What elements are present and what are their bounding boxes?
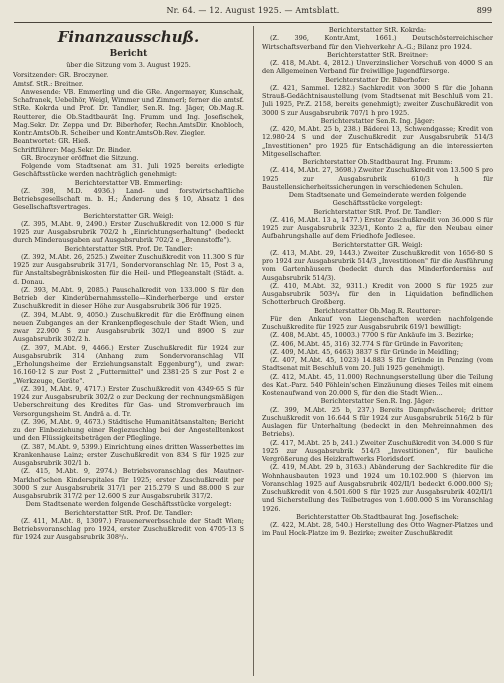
paragraph: (Z. 392, M.Abt. 26, 2525.) Zweiter Zuschußkredit von 11.300 S für 1925 zur Ausgabsrubrik 317/1, Sondervoranschlag Nr. 15, Post 3 a, für Anstaltsbegräbniskosten für die Heil- und Pflegeanstalt (Städt. a. d. Donau. xyxy=(13,252,244,286)
paragraph: Beantwortet: GR. Hieß. xyxy=(13,137,91,146)
rapporteur-heading: Berichterstatter Ob.Stadtbaurat Ing. Frumm: xyxy=(302,158,453,166)
section-note: Dem Stadtsenate werden folgende Geschäftsstücke vorgelegt: xyxy=(25,500,232,509)
rapporteur-heading: Berichterstatter Ob.Stadtbaurat Ing. Josefischek: xyxy=(296,512,459,521)
paragraph: Für den Ankauf von Liegenschaften werden nachfolgende Zuschußkredite für 1925 zur Ausgabsrubrik 619/1 bewilligt: xyxy=(262,314,493,331)
page-number: 899 xyxy=(476,6,492,15)
paragraph: (Z. 417, M.Abt. 25 b, 241.) Zweiter Zuschußkredit von 34.000 S für 1925 zur Ausgabsrubrik 514/3 „Investitionen", für bauliche Vergrößerung des Heizkraftwerks Floridsdorf. xyxy=(262,438,493,463)
page-header xyxy=(14,4,492,23)
paragraph: (Z. 418, M.Abt. 4, 2812.) Unverzinslicher Vorschuß von 4000 S an den Allgemeinen Verband für freiwillige Jugendfürsorge. xyxy=(262,59,493,76)
header-center: Nr. 64. — 12. August 1925. — Amtsblatt. xyxy=(166,6,340,15)
section-note: Dem Stadtsenate und Gemeinderate werden folgende Geschäftsstücke vorgelegt: xyxy=(288,191,467,208)
paragraph: (Z. 412, M.Abt. 45, 11.000) Rechnungserstellung über die Teilung des Kat.-Parz. 540 Pöhlein'schen Einzäunung dieses Teiles mit einem Kostenaufwand von 20.000 S, für den die Stadt Wien... xyxy=(262,372,493,397)
rapporteur-heading: Berichterstatter GR. Weigl: xyxy=(83,211,174,220)
paragraph: Amtsf. StR.: Breitner. xyxy=(13,79,84,88)
paragraph: Folgende vom Stadtsenat am 31. Juli 1925 bereits erledigte Geschäftsstücke werden nachträglich genehmigt: xyxy=(13,162,244,179)
section-subline: über die Sitzung vom 3. August 1925. xyxy=(66,61,191,69)
paragraph: (Z. 393, M.Abt. 9, 2085.) Pauschalkredit von 133.000 S für den Betrieb der Kinderübernahmsstelle—Kinderherberge und erster Zuschußkredit in dieser Höhe zur Ausgabsrubrik 306 für 1925. xyxy=(13,285,244,311)
paragraph: (Z. 395, M.Abt. 9, 2490.) Erster Zuschußkredit von 12.000 S für 1925 zur Ausgabsrubrik 702/2 h „Einrichtungserhaltung" (bedeckt durch Minderausgaben auf Ausgabsrubrik 702/2 e „Brennstoffe"). xyxy=(13,219,244,245)
section-title: Finanzausschuß. xyxy=(57,28,200,46)
rapporteur-heading: Berichterstatter StR. Prof. Dr. Tandler: xyxy=(64,244,193,253)
paragraph: (Z. 391, M.Abt. 9, 4717.) Erster Zuschußkredit von 4349·65 S für 1924 zur Ausgabsrubrik 302/2 o zur Deckung der rechnungsmäßigen Ueberschreitung des Kredites für Gas- und Stromverbrauch im Versorgungsheim St. Andrä a. d. Tr. xyxy=(13,384,244,418)
rapporteur-heading: Berichterstatter StR. Prof. Dr. Tandler: xyxy=(313,207,442,216)
rapporteur-heading: Berichterstatter VB. Emmerling: xyxy=(74,178,183,187)
rapporteur-heading: Berichterstatter Sen.R. Ing. Jäger: xyxy=(320,397,435,406)
paragraph: (Z. 410, M.Abt. 32, 9311.) Kredit von 2000 S für 1925 zur Ausgabsrubrik 503⁴/₄ für den in Liquidation befindlichen Schotterbruch Großberg. xyxy=(262,281,493,307)
rapporteur-heading: Berichterstatter StR. Prof. Dr. Tandler: xyxy=(64,508,193,517)
paragraph: Schriftführer: Mag.Sekr. Dr. Binder. xyxy=(13,145,132,154)
paragraph: (Z. 394, M.Abt. 9, 4050.) Zuschußkredit für die Eröffnung einen neuen Zubganges an der Krankenpflegeschule der Stadt Wien, und zwar 22.900 S zur Ausgabsrubrik 302/1 und 8900 S zur Ausgabsrubrik 302/2 h. xyxy=(13,310,244,344)
paragraph: (Z. 419, M.Abt. 29 b, 3163.) Abänderung der Sachkredite für die Wohnhausbauten 1923 und 1924 um 10.102.900 S (hiervon im Voranschlag 1925 auf Ausgabsrubrik 402/II/1 bedeckt 6.000.000 S); Zuschußkredit von 4.501.600 S für 1925 zur Ausgabsrubrik 402/II/1 und Sicherstellung des Teilbetrages von 1.600.000 S im Voranschlag 1926. xyxy=(262,463,493,513)
paragraph: (Z. 407, M.Abt. 45, 1023) 14.883 S für Gründe in Penzing (vom Stadtsenat mit Beschluß vom 20. Juli 1925 genehmigt). xyxy=(262,356,493,373)
paragraph: (Z. 397, M.Abt. 9, 4466.) Erster Zuschußkredit für 1924 zur Ausgabsrubrik 314 (Anhang zum Sondervoranschlag VII „Erholungsheime der Erziehungsanstalt Eggenburg"), und zwar: 16.160·12 S zur Post 2 „Futtermittel" und 2381·25 S zur Post 2 e „Werkzeuge, Geräte". xyxy=(13,343,244,385)
paragraph: (Z. 416, M.Abt. 13 a, 1477.) Erster Zuschußkredit von 36.000 S für 1925 zur Ausgabsrubrik 323/1, Konto 2 a, für den Neubau einer Aufbahrungshalle auf dem Friedhofe Jedlesee. xyxy=(262,215,493,241)
paragraph: (Z. 396, Kontr.Amt, 1661.) Deutschösterreichischer Wirtschaftsverband für den Viehverkehr A.-G.; Bilanz pro 1924. xyxy=(262,34,493,51)
paragraph: (Z. 408, M.Abt. 45, 10003.) 7700 S für Ankäufe im 3. Bezirke; xyxy=(270,331,474,340)
paragraph: (Z. 415, M.Abt. 9, 2974.) Betriebsvoranschlag des Mautner-Markhof'schen Kinderspitales für 1925; erster Zuschußkredit per 3000 S zur Ausgabsrubrik 317/1 per 215.279 S und 88.000 S zur Ausgabsrubrik 317/2 per 12.600 S zur Ausgabsrubrik 317/2. xyxy=(13,467,244,500)
right-column xyxy=(262,26,493,678)
rapporteur-heading: Berichterstatter GR. Weigl: xyxy=(332,240,423,249)
paragraph: Vorsitzender: GR. Broczyner. xyxy=(13,71,109,80)
column-divider xyxy=(253,26,254,676)
paragraph: (Z. 411, M.Abt. 8, 13097.) Frauenerwerbsschule der Stadt Wien; Betriebsvoranschlag pro 1924, erster Zuschußkredit von 4705·13 S für 1924 zur Ausgabsrubrik 308⁵/₅. xyxy=(13,516,244,542)
paragraph: (Z. 413, M.Abt. 29, 1443.) Zweiter Zuschußkredit von 1656·80 S pro 1924 zur Ausgabsrubrik 514/3 „Investitionen" für die Ausführung vom Gartenhäusern (bedeckt durch das Minderforderniss auf Ausgabsrubrik 514/3). xyxy=(262,248,493,282)
paragraph: (Z. 409, M.Abt. 45, 6463) 3837 S für Gründe in Meidling; xyxy=(270,347,459,356)
paragraph: (Z. 396, M.Abt. 9, 4673.) Städtische Humanitätsanstalten; Bericht zu der Einbeziehung einer Regiezuschlag bei der Angestelltenkost und den Flüssigkeitsbeträgen der Pfleglinge. xyxy=(13,417,244,443)
rapporteur-heading: Berichterstatter Sen.R. Ing. Jäger: xyxy=(320,116,435,125)
rapporteur-heading: Berichterstatter Dr. Biberhofer: xyxy=(325,75,430,84)
paragraph: Anwesende: VB. Emmerling und die GRe. Angermayer, Kunschak, Schafranek, Uebelhör, Weigl, Wimmer und Zimmerl; ferner die amtsf. StRe. Kokrda und Prof. Dr. Tandler, Sen.R. Ing. Jäger, Ob.Mag.R. Reutterer, die Ob.Stadtbaurät Ing. Frumm und Ing. Josefischek, Mag.Sekr. Dr. Zeppa und Dr. Biberhofer, Rechn.AmtsDir. Knobloch, Kontr.AmtsOb.R. Scheiber und Kontr.AmtsOb.Rev. Ziegler. xyxy=(13,87,244,137)
paragraph: (Z. 398, M.D. 4936.) Land- und forstwirtschaftliche Betriebsgesellschaft m. b. H.; Änderung des § 10, Absatz 1 des Gesellschaftsvertrages. xyxy=(13,186,244,212)
paragraph: (Z. 399, M.Abt. 25 b, 237.) Bereits Dampfwäscherei; dritter Zuschußkredit von 16.644 S für 1924 zur Ausgabsrubrik 516/2 b für Auslagen für Unterhaltung (bedeckt in den Mehreinnahmen des Betriebs). xyxy=(262,405,493,439)
paragraph: (Z. 406, M.Abt. 45, 316) 32.774 S für Gründe in Favoriten; xyxy=(270,339,464,348)
section-subtitle: Bericht xyxy=(109,49,148,59)
paragraph: (Z. 414, M.Abt. 27, 3698.) Zweiter Zuschußkredit von 13.500 S pro 1925 zur Ausgabsrubrik 610/3 h für Baustellensicherheitssicherungen in verschiedenen Schulen. xyxy=(262,166,493,191)
left-column xyxy=(13,26,244,678)
rapporteur-heading: Berichterstatter StR. Breitner: xyxy=(326,50,429,59)
paragraph: (Z. 422, M.Abt. 28, 540.) Herstellung des Otto Wagner-Platzes und im Paul Hock-Platze im 9. Bezirke; zweiter Zuschußkredit xyxy=(262,521,493,538)
paragraph: (Z. 387, M.Abt. 9, 5399.) Einrichtung eines dritten Wasserbettes im Krankenhause Lainz; erster Zuschußkredit von 834 S für 1925 zur Ausgabsrubrik 302/1 b. xyxy=(13,442,244,467)
paragraph: (Z. 421, Sammel. 1282.) Sachkredit von 3000 S für die Johann Strauß-Gedächtnisaustellung (vom Stadtsenat mit Beschluß vom 21. Juli 1925, Pr.Z. 2158, bereits genehmigt); zweiter Zuschußkredit von 3000 S zur Ausgabsrubrik 707/1 h pro 1925. xyxy=(262,83,493,117)
paragraph: (Z. 420, M.Abt. 25 b, 238.) Bäderei 13, Schwendgasse; Kredit von 12.980·24 S und der Zuschußkredit zur Ausgabsrubrik 514/3 „Investitionen" pro 1925 für Entschädigung an die interessierten Mitgesellschafter. xyxy=(262,125,493,158)
rapporteur-heading: Berichterstatter StR. Kokrda: xyxy=(328,26,427,34)
paragraph: GR. Broczyner eröffnet die Sitzung. xyxy=(21,153,139,162)
rapporteur-heading: Berichterstatter Ob.Mag.R. Reutterer: xyxy=(314,306,441,315)
